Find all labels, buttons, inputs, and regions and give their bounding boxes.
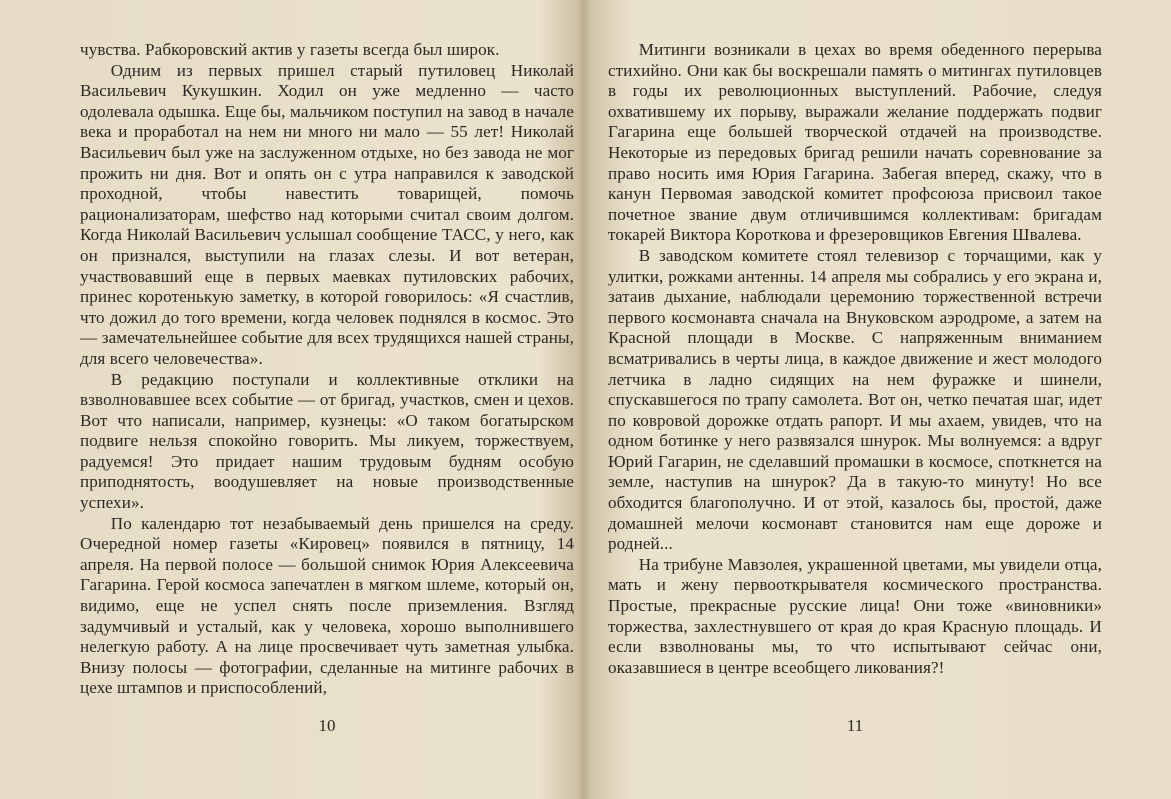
right-page [608, 40, 1102, 799]
paragraph: В заводском комитете стоял телевизор с торчащими, как у улитки, рожками антенны. 14 апреля мы собрались у его экрана и, затаив дыхание, наблюдали церемонию торжественной встречи первого космонавта сначала на Внуковском аэродроме, а затем на Красной площади в Москве. С напряженным вниманием всматривались в черты лица, в каждое движение и жест молодого летчика в ладно сидящих на нем фуражке и шинели, спускавшегося по трапу самолета. Вот он, четко печатая шаг, идет по ковровой дорожке отдать рапорт. И мы ахаем, увидев, что на одном ботинке у него развязался шнурок. Мы волнуемся: а вдруг Юрий Гагарин, не сделавший промашки в космосе, споткнется на земле, наступив на шнурок? Да в такую-то минуту! Но все обходится благополучно. И от этой, казалось бы, простой, даже домашней мелочи космонавт становится нам еще дороже и родней... [608, 245, 1102, 554]
page-number: 11 [846, 716, 864, 735]
paragraph: В редакцию поступали и коллективные отклики на взволновавшее всех событие — от бригад, участков, смен и цехов. Вот что написали, например, кузнецы: «О таком богатырском подвиге нельзя спокойно говорить. Мы ликуем, торжествуем, радуемся! Это придает нашим трудовым будням особую приподнятость, воодушевляет на новые производственные успехи». [80, 369, 574, 513]
right-page-text [608, 40, 1102, 678]
paragraph: Одним из первых пришел старый путиловец Николай Васильевич Кукушкин. Ходил он уже медленно — часто одолевала одышка. Еще бы, мальчиком поступил на завод в начале века и проработал на нем ни много ни мало — 55 лет! Николай Васильевич был уже на заслуженном отдыхе, но без завода не мог прожить ни дня. Вот и опять он с утра направился к заводской проходной, чтобы навестить товарищей, помочь рационализаторам, шефство над которыми считал своим долгом. Когда Николай Васильевич услышал сообщение ТАСС, у него, как он признался, выступили на глазах слезы. И вот ветеран, участвовавший еще в первых маевках путиловских рабочих, принес коротенькую заметку, в которой говорилось: «Я счастлив, что дожил до того времени, когда человек поднялся в космос. Это — замечательнейшее событие для всех трудящихся нашей страны, для всего человечества». [80, 60, 574, 368]
left-page-text [80, 40, 574, 699]
paragraph: По календарю тот незабываемый день пришелся на среду. Очередной номер газеты «Кировец» появился в пятницу, 14 апреля. На первой полосе — большой снимок Юрия Алексеевича Гагарина. Герой космоса запечатлен в мягком шлеме, который он, видимо, еще не успел снять после приземления. Взгляд задумчивый и усталый, как у человека, хорошо выполнившего нелегкую работу. А на лице просвечивает чуть заметная улыбка. Внизу полосы — фотографии, сделанные на митинге рабочих в цехе штампов и приспособлений, [80, 513, 574, 698]
paragraph: чувства. Рабкоровский актив у газеты всегда был широк. [80, 40, 500, 59]
paragraph: На трибуне Мавзолея, украшенной цветами, мы увидели отца, мать и жену первооткрывателя космического пространства. Простые, прекрасные русские лица! Они тоже «виновники» торжества, захлестнувшего от края до края Красную площадь. И если взволнованы мы, то что испытывают сейчас они, оказавшиеся в центре всеобщего ликования?! [608, 554, 1102, 677]
page-number: 10 [318, 716, 336, 735]
paragraph: Митинги возникали в цехах во время обеденного перерыва стихийно. Они как бы воскрешали память о митингах путиловцев в годы их революционных выступлений. Рабочие, следуя охватившему их порыву, выражали желание поддержать подвиг Гагарина еще большей творческой отдачей на производстве. Некоторые из передовых бригад решили начать соревнование за право носить имя Юрия Гагарина. Забегая вперед, скажу, что в канун Первомая заводской комитет профсоюза присвоил такое почетное звание двум отличившимся коллективам: бригадам токарей Виктора Короткова и фрезеровщиков Евгения Швалева. [608, 40, 1102, 245]
left-page [80, 40, 574, 799]
